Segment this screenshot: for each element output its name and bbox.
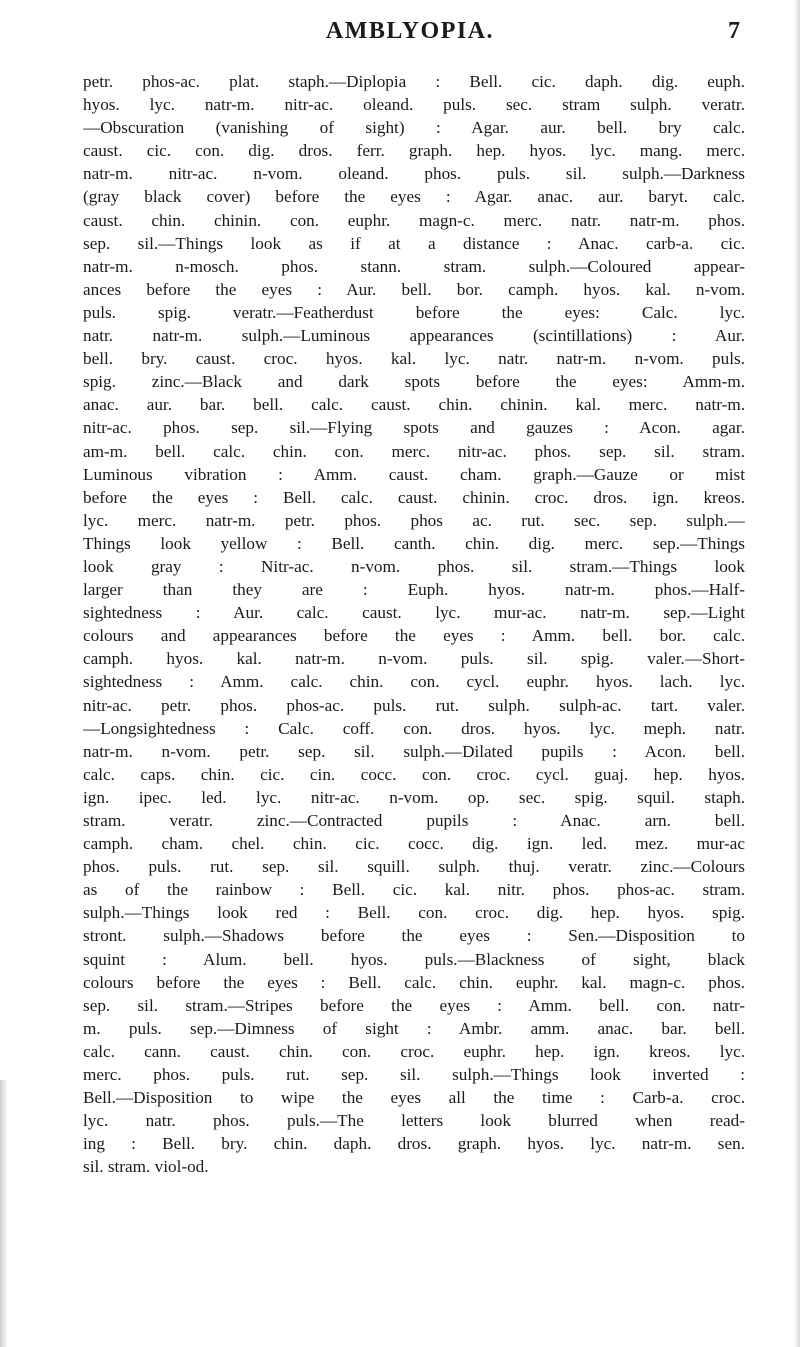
text-line: spig. zinc.—Black and dark spots before the eyes: Amm-m. (83, 372, 745, 392)
text-line: natr. natr-m. sulph.—Luminous appearances (scintillations) : Aur. (83, 326, 745, 346)
text-line: colours before the eyes : Bell. calc. chin. euphr. kal. magn-c. phos. (83, 972, 745, 992)
text-line: ing : Bell. bry. chin. daph. dros. graph. hyos. lyc. natr-m. sen. (83, 1134, 745, 1154)
text-line: camph. cham. chel. chin. cic. cocc. dig. ign. led. mez. mur-ac (83, 834, 745, 854)
text-line: look gray : Nitr-ac. n-vom. phos. sil. stram.—Things look (83, 556, 745, 576)
page-number: 7 (728, 18, 740, 44)
text-line: sightedness : Aur. calc. caust. lyc. mur-ac. natr-m. sep.—Light (83, 603, 745, 623)
page-edge-shadow (794, 0, 800, 1347)
text-line: caust. cic. con. dig. dros. ferr. graph. hep. hyos. lyc. mang. merc. (83, 141, 745, 161)
text-line: sil. stram. viol-od. (83, 1157, 209, 1177)
text-line: Things look yellow : Bell. canth. chin. dig. merc. sep.—Things (83, 533, 745, 553)
text-line: anac. aur. bar. bell. calc. caust. chin. chinin. kal. merc. natr-m. (83, 395, 745, 415)
text-line: sulph.—Things look red : Bell. con. croc. dig. hep. hyos. spig. (83, 903, 745, 923)
text-line: (gray black cover) before the eyes : Agar. anac. aur. baryt. calc. (83, 187, 745, 207)
text-line: as of the rainbow : Bell. cic. kal. nitr. phos. phos-ac. stram. (83, 880, 745, 900)
text-line: before the eyes : Bell. calc. caust. chinin. croc. dros. ign. kreos. (83, 487, 745, 507)
text-line: bell. bry. caust. croc. hyos. kal. lyc. natr. natr-m. n-vom. puls. (83, 349, 745, 369)
text-line: stram. veratr. zinc.—Contracted pupils : Anac. arn. bell. (83, 811, 745, 830)
text-line: ign. ipec. led. lyc. nitr-ac. n-vom. op. sec. spig. squil. staph. (83, 787, 745, 807)
text-line: merc. phos. puls. rut. sep. sil. sulph.—Things look inverted : (83, 1065, 745, 1085)
text-line: Bell.—Disposition to wipe the eyes all the time : Carb-a. croc. (83, 1088, 745, 1108)
text-line: —Longsightedness : Calc. coff. con. dros. hyos. lyc. meph. natr. (83, 718, 745, 738)
body-text (83, 70, 745, 1179)
text-line: hyos. lyc. natr-m. nitr-ac. oleand. puls. sec. stram sulph. veratr. (83, 95, 745, 115)
text-line: sep. sil. stram.—Stripes before the eyes : Amm. bell. con. natr- (83, 995, 745, 1015)
text-line: —Obscuration (vanishing of sight) : Agar. aur. bell. bry calc. (83, 118, 745, 138)
text-line: m. puls. sep.—Dimness of sight : Ambr. amm. anac. bar. bell. (83, 1018, 745, 1038)
text-line: am-m. bell. calc. chin. con. merc. nitr-ac. phos. sep. sil. stram. (83, 441, 745, 461)
text-line: puls. spig. veratr.—Featherdust before the eyes: Calc. lyc. (83, 302, 745, 322)
page-header (80, 18, 740, 52)
text-line: larger than they are : Euph. hyos. natr-m. phos.—Half- (83, 580, 745, 600)
text-line: natr-m. n-vom. petr. sep. sil. sulph.—Dilated pupils : Acon. bell. (83, 741, 745, 761)
text-line: phos. puls. rut. sep. sil. squill. sulph. thuj. veratr. zinc.—Colours (83, 857, 745, 877)
text-line: Luminous vibration : Amm. caust. cham. graph.—Gauze or mist (83, 464, 745, 484)
text-line: squint : Alum. bell. hyos. puls.—Blackness of sight, black (83, 949, 745, 969)
text-line: lyc. merc. natr-m. petr. phos. phos ac. rut. sec. sep. sulph.— (83, 510, 745, 530)
text-line: calc. cann. caust. chin. con. croc. euphr. hep. ign. kreos. lyc. (83, 1041, 745, 1061)
running-head: AMBLYOPIA. (325, 18, 495, 44)
text-line: sep. sil.—Things look as if at a distance : Anac. carb-a. cic. (83, 233, 745, 253)
text-line: ances before the eyes : Aur. bell. bor. camph. hyos. kal. n-vom. (83, 279, 745, 299)
text-line: nitr-ac. phos. sep. sil.—Flying spots and gauzes : Acon. agar. (83, 418, 745, 438)
text-line: stront. sulph.—Shadows before the eyes : Sen.—Disposition to (83, 926, 745, 946)
text-line: camph. hyos. kal. natr-m. n-vom. puls. sil. spig. valer.—Short- (83, 649, 745, 669)
page-edge-shadow-left (0, 1080, 8, 1347)
text-line: colours and appearances before the eyes : Amm. bell. bor. calc. (83, 626, 745, 646)
text-line: calc. caps. chin. cic. cin. cocc. con. croc. cycl. guaj. hep. hyos. (83, 764, 745, 784)
text-line: natr-m. n-mosch. phos. stann. stram. sulph.—Coloured appear- (83, 256, 745, 276)
text-line: caust. chin. chinin. con. euphr. magn-c. merc. natr. natr-m. phos. (83, 210, 745, 230)
text-line: petr. phos-ac. plat. staph.—Diplopia : Bell. cic. daph. dig. euph. (83, 72, 745, 91)
text-line: lyc. natr. phos. puls.—The letters look blurred when read- (83, 1111, 745, 1131)
text-line: sightedness : Amm. calc. chin. con. cycl. euphr. hyos. lach. lyc. (83, 672, 745, 692)
text-line: nitr-ac. petr. phos. phos-ac. puls. rut. sulph. sulph-ac. tart. valer. (83, 695, 745, 715)
text-line: natr-m. nitr-ac. n-vom. oleand. phos. puls. sil. sulph.—Darkness (83, 164, 745, 184)
